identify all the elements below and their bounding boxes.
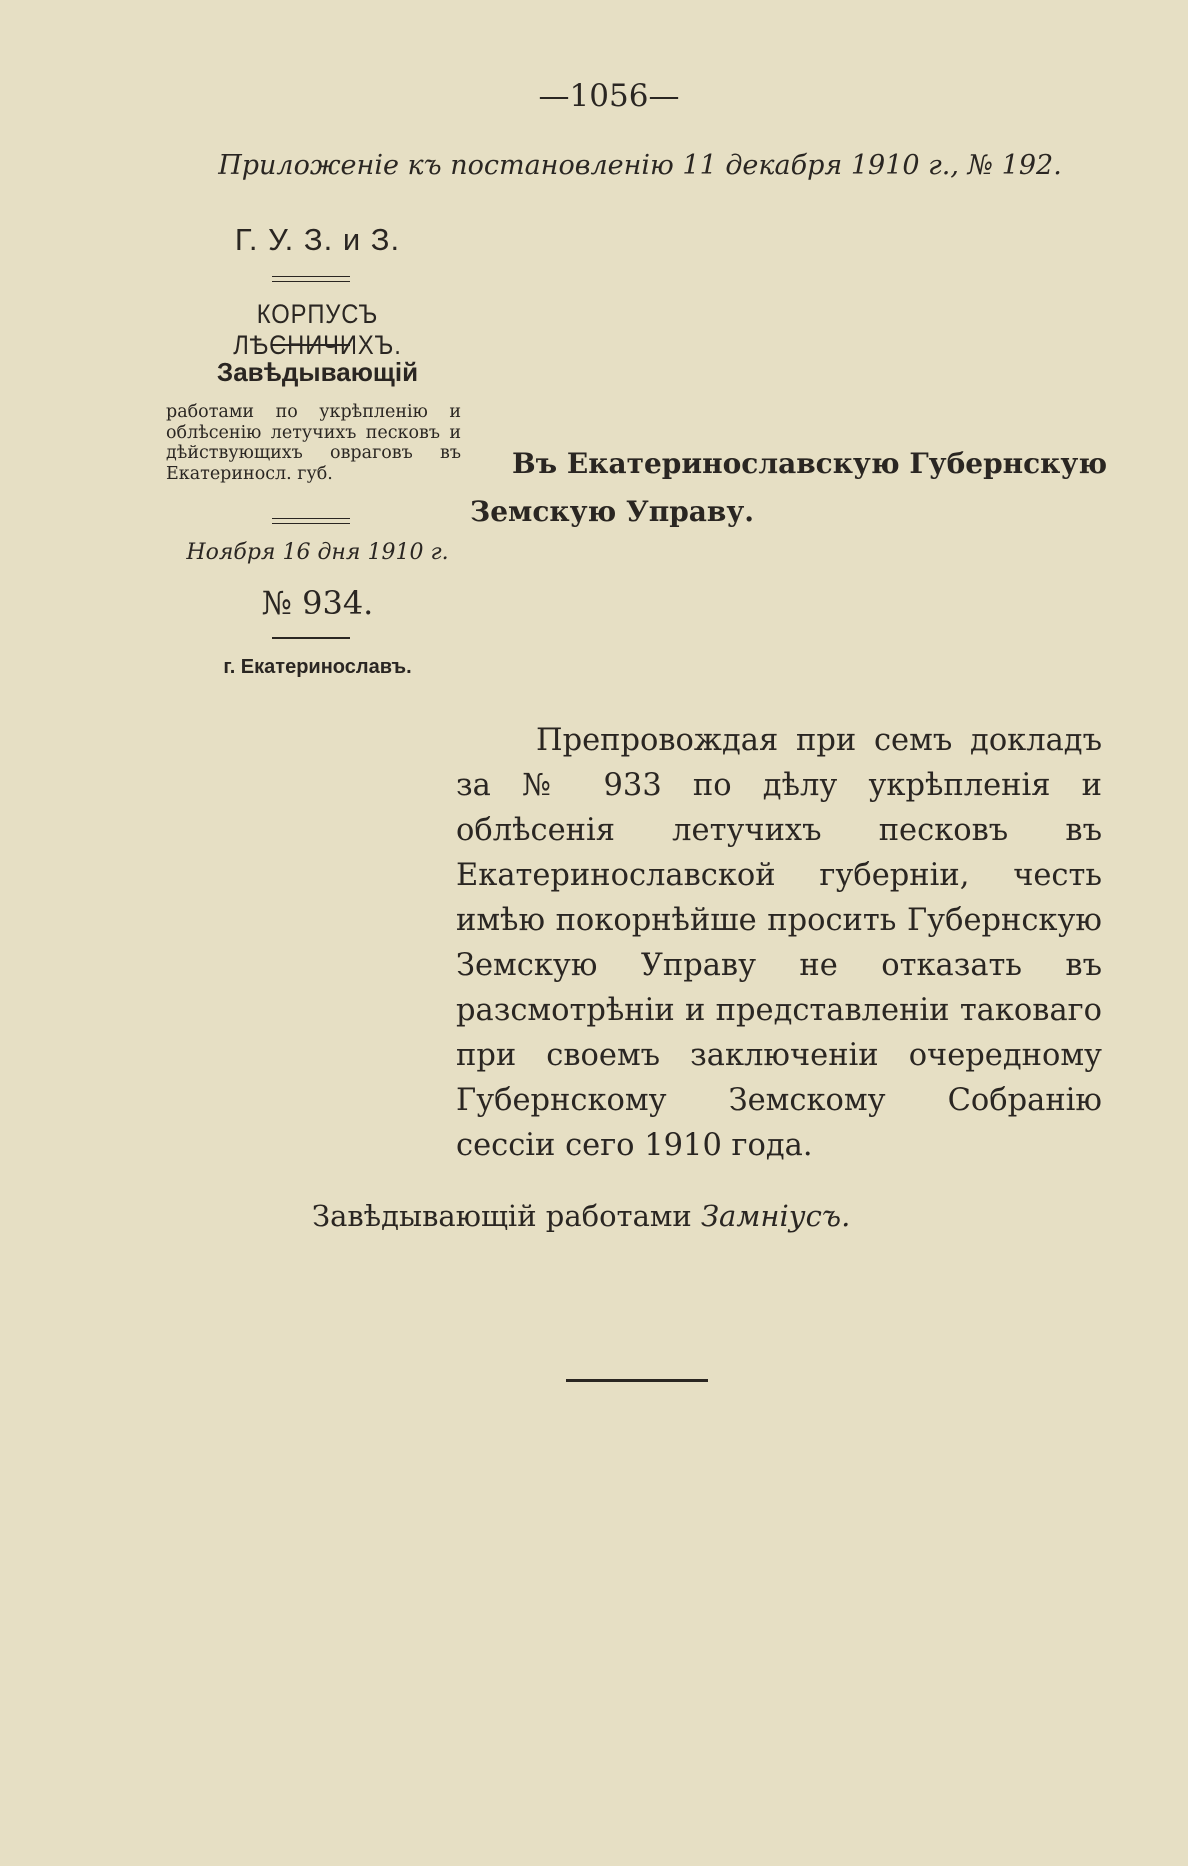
- head-description: работами по укрѣпленію и облѣсенію летучихъ песковъ и дѣйствующихъ овраговъ въ Екатериносл. губ.: [166, 402, 461, 484]
- document-number: № 934.: [261, 584, 374, 622]
- double-rule: [272, 276, 350, 282]
- page-number: —1056—: [538, 78, 680, 114]
- signature-title: Завѣдывающій работами: [312, 1199, 692, 1233]
- signature-name: Замніусъ.: [700, 1199, 851, 1233]
- rule: [272, 344, 350, 346]
- document-date: Ноября 16 дня 1910 г.: [186, 540, 449, 565]
- letter-body: Препровождая при семъ докладъ за № 933 по дѣлу укрѣпленія и облѣсенія летучихъ песковъ въ Екатеринославской губерніи, честь имѣю покорнѣйше просить Губернскую Земскую Управу не отказать въ разсмотрѣніи и представленіи таковаго при своемъ заключеніи очередному Губернскому Земскому Собранію сессіи сего 1910 года.: [456, 723, 1102, 1163]
- closing-rule: [566, 1379, 708, 1382]
- rule: [272, 637, 350, 639]
- document-city: г. Екатеринославъ.: [223, 656, 412, 678]
- double-rule: [272, 518, 350, 524]
- addressee: Въ Екатеринославскую Губернскую Земскую Управу.: [470, 447, 1108, 528]
- appendix-note: Приложеніе къ постановленію 11 декабря 1910 г., № 192.: [218, 150, 1062, 181]
- org-abbreviation: Г. У. З. и З.: [234, 222, 401, 257]
- signature: [312, 1199, 1012, 1233]
- org-corps: КОРПУСЪ ЛѢСНИЧИХЪ.: [233, 299, 402, 360]
- head-title: Завѣдывающій: [216, 357, 419, 387]
